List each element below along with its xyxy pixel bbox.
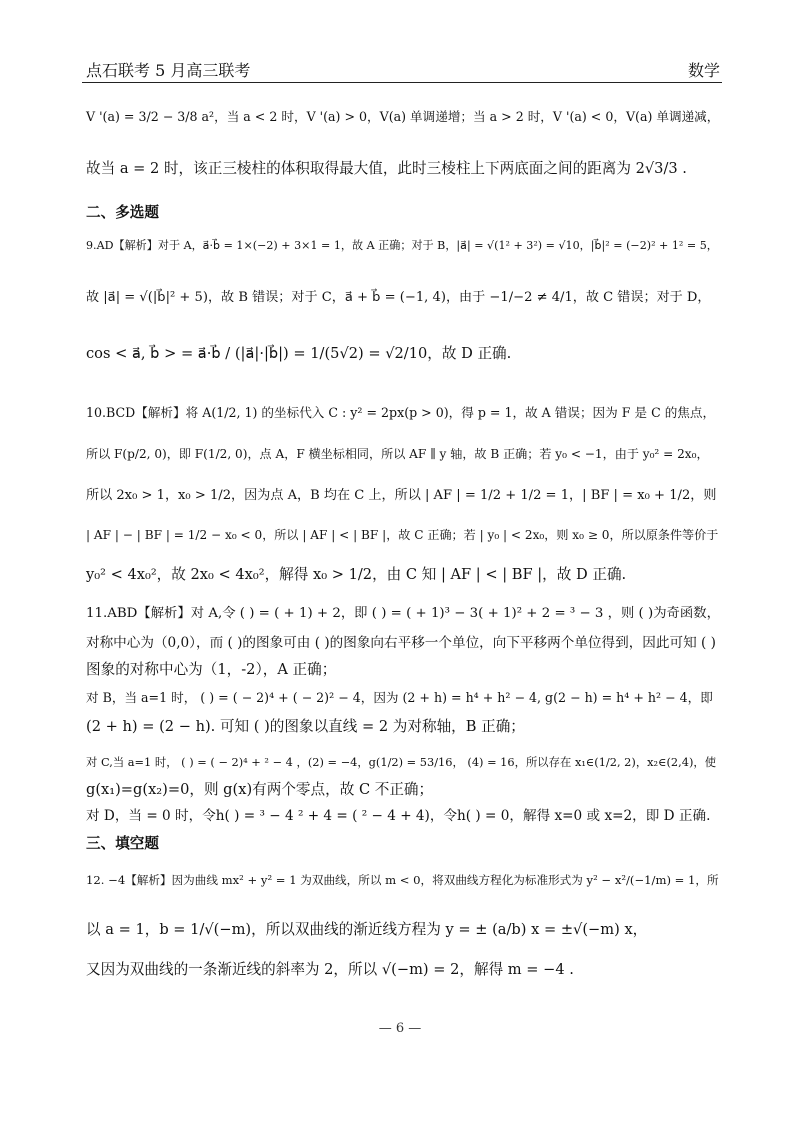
text-line: 9.AD【解析】对于 A，a⃗·b⃗ = 1×(−2) + 3×1 = 1，故 A 正确；对于 B，|a⃗| = √(1² + 3²) = √10，|b⃗|² = (−2)² + 1² = 5， <box>86 239 718 252</box>
section-heading-fill-in: 三、填空题 <box>86 835 159 852</box>
header-subject: 数学 <box>687 61 720 80</box>
text-line: 所以 F(p/2, 0)，即 F(1/2, 0)，点 A，F 横坐标相同，所以 AF ∥ y 轴，故 B 正确；若 y₀ < −1，由于 y₀² = 2x₀， <box>86 447 709 461</box>
text-line: 故 |a⃗| = √(|b⃗|² + 5)，故 B 错误；对于 C，a⃗ + b⃗ = (−1, 4)，由于 −1/−2 ≠ 4/1，故 C 错误；对于 D， <box>86 290 711 305</box>
header-rule <box>82 82 722 83</box>
page-number: — 6 — <box>378 1021 422 1036</box>
text-line: g(x₁)=g(x₂)=0，则 g(x)有两个零点，故 C 不正确； <box>86 781 434 798</box>
text-line: 图象的对称中心为（1，-2），A 正确； <box>86 661 337 678</box>
text-line: 11.ABD【解析】对 A,令 ( ) = ( + 1) + 2，即 ( ) = ( + 1)³ − 3( + 1)² + 2 = ³ − 3 ，则 ( )为奇函数， <box>86 606 720 621</box>
text-line: y₀² < 4x₀²，故 2x₀ < 4x₀²，解得 x₀ > 1/2，由 C 知 | AF | < | BF |，故 D 正确. <box>86 566 627 583</box>
text-line: 对 C,当 a=1 时， ( ) = ( − 2)⁴ + ² − 4 ，(2) = −4，g(1/2) = 53/16， (4) = 16，所以存在 x₁∈(1/2, 2)，x₂∈(2,4)，使 <box>86 755 717 769</box>
text-line: V '(a) = 3/2 − 3/8 a²，当 a < 2 时，V '(a) > 0，V(a) 单调递增；当 a > 2 时，V '(a) < 0，V(a) 单调递减， <box>86 109 720 124</box>
text-line: 故当 a = 2 时，该正三棱柱的体积取得最大值，此时三棱柱上下两底面之间的距离为 2√3/3 . <box>86 160 687 177</box>
text-line: 10.BCD【解析】将 A(1/2, 1) 的坐标代入 C : y² = 2px(p > 0)，得 p = 1，故 A 错误；因为 F 是 C 的焦点， <box>86 405 716 420</box>
header-exam-title: 点石联考 5 月高三联考 <box>86 61 251 80</box>
text-line: 以 a = 1，b = 1/√(−m)，所以双曲线的渐近线方程为 y = ± (a/b) x = ±√(−m) x， <box>86 921 648 938</box>
text-line: 对 B，当 a=1 时， ( ) = ( − 2)⁴ + ( − 2)² − 4，因为 (2 + h) = h⁴ + h² − 4, g(2 − h) = h⁴ + h² − 4，即 <box>86 690 713 705</box>
text-line: | AF | − | BF | = 1/2 − x₀ < 0，所以 | AF | < | BF |，故 C 正确；若 | y₀ | < 2x₀，则 x₀ ≥ 0，所以原条件等价于 <box>86 528 719 542</box>
section-heading-multiple-choice: 二、多选题 <box>86 204 159 221</box>
text-line: 所以 2x₀ > 1，x₀ > 1/2，因为点 A，B 均在 C 上，所以 | AF | = 1/2 + 1/2 = 1，| BF | = x₀ + 1/2，则 <box>86 488 717 503</box>
text-line: 又因为双曲线的一条渐近线的斜率为 2，所以 √(−m) = 2，解得 m = −4 . <box>86 961 574 978</box>
text-line: (2 + h) = (2 − h). 可知 ( )的图象以直线 = 2 为对称轴，B 正确； <box>86 718 525 735</box>
text-line: 对称中心为（0,0），而 ( )的图象可由 ( )的图象向右平移一个单位，向下平移两个单位得到，因此可知 ( ) <box>86 635 716 651</box>
text-line: 对 D，当 = 0 时，令h( ) = ³ − 4 ² + 4 = ( ² − 4 + 4)，令h( ) = 0，解得 x=0 或 x=2，即 D 正确. <box>86 808 711 824</box>
text-line: cos < a⃗, b⃗ > = a⃗·b⃗ / (|a⃗|·|b⃗|) = 1/(5√2) = √2/10，故 D 正确. <box>86 345 512 362</box>
text-line: 12. −4【解析】因为曲线 mx² + y² = 1 为双曲线，所以 m < 0，将双曲线方程化为标准形式为 y² − x²/(−1/m) = 1，所 <box>86 873 719 887</box>
page-header <box>86 58 720 80</box>
